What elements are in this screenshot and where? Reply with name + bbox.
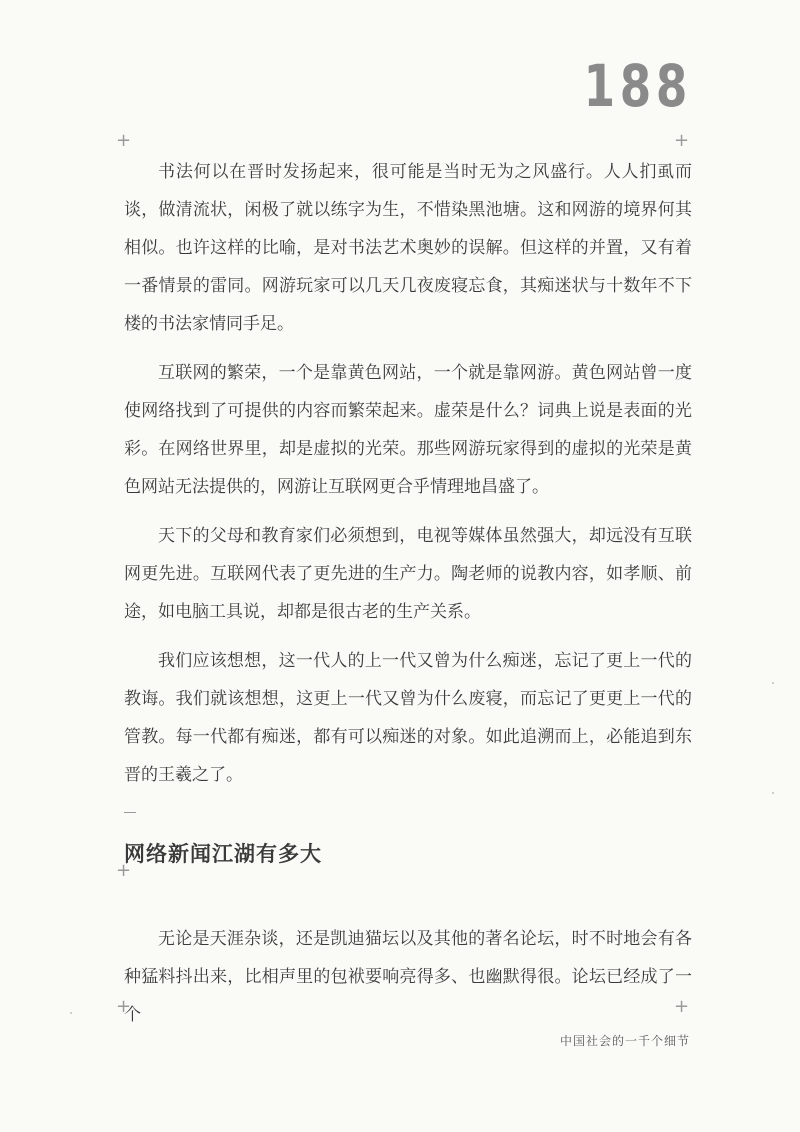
paragraph: 我们应该想想，这一代人的上一代又曾为什么痴迷，忘记了更上一代的教诲。我们就该想想，这更上一代又曾为什么废寝，而忘记了更更上一代的管教。每一代都有痴迷，都有可以痴迷的对象。如此追溯而上，必能追到东晋的王羲之了。 [124, 651, 692, 785]
section-heading: 网络新闻江湖有多大 [124, 842, 322, 866]
paragraph: 互联网的繁荣，一个是靠黄色网站，一个就是靠网游。黄色网站曾一度使网络找到了可提供的内容而繁荣起来。虚荣是什么？词典上说是表面的光彩。在网络世界里，却是虚拟的光荣。那些网游玩家得到的虚拟的光荣是黄色网站无法提供的，网游让互联网更合乎情理地昌盛了。 [124, 363, 692, 497]
scan-speck [772, 792, 774, 794]
scan-speck [772, 682, 774, 684]
crop-mark-section-top: + [116, 860, 132, 881]
main-body-text [124, 153, 692, 805]
scan-speck [70, 1012, 72, 1014]
paragraph: 书法何以在晋时发扬起来，很可能是当时无为之风盛行。人人扪虱而谈，做清流状，闲极了就以练字为生，不惜染黑池塘。这和网游的境界何其相似。也许这样的比喻，是对书法艺术奥妙的误解。但这样的并置，又有着一番情景的雷同。网游玩家可以几天几夜废寝忘食，其痴迷状与十数年不下楼的书法家情同手足。 [124, 162, 692, 334]
crop-mark-top-right: + [674, 130, 690, 151]
paragraph: 无论是天涯杂谈，还是凯迪猫坛以及其他的著名论坛，时不时地会有各种猛料抖出来，比相声里的包袱要响亮得多、也幽默得很。论坛已经成了一个 [124, 929, 692, 1025]
crop-mark-bottom-left: + [116, 996, 132, 1017]
paragraph: 天下的父母和教育家们必须想到，电视等媒体虽然强大，却远没有互联网更先进。互联网代表了更先进的生产力。陶老师的说教内容，如孝顺、前途，如电脑工具说，却都是很古老的生产关系。 [124, 526, 692, 622]
crop-mark-bottom-right: + [674, 996, 690, 1017]
section-divider-mark [124, 812, 136, 813]
running-footer-book-title: 中国社会的一千个细节 [559, 1034, 690, 1048]
crop-mark-top-left: + [116, 130, 132, 151]
section-body-text [124, 920, 692, 1045]
page-number: 188 [583, 52, 692, 120]
